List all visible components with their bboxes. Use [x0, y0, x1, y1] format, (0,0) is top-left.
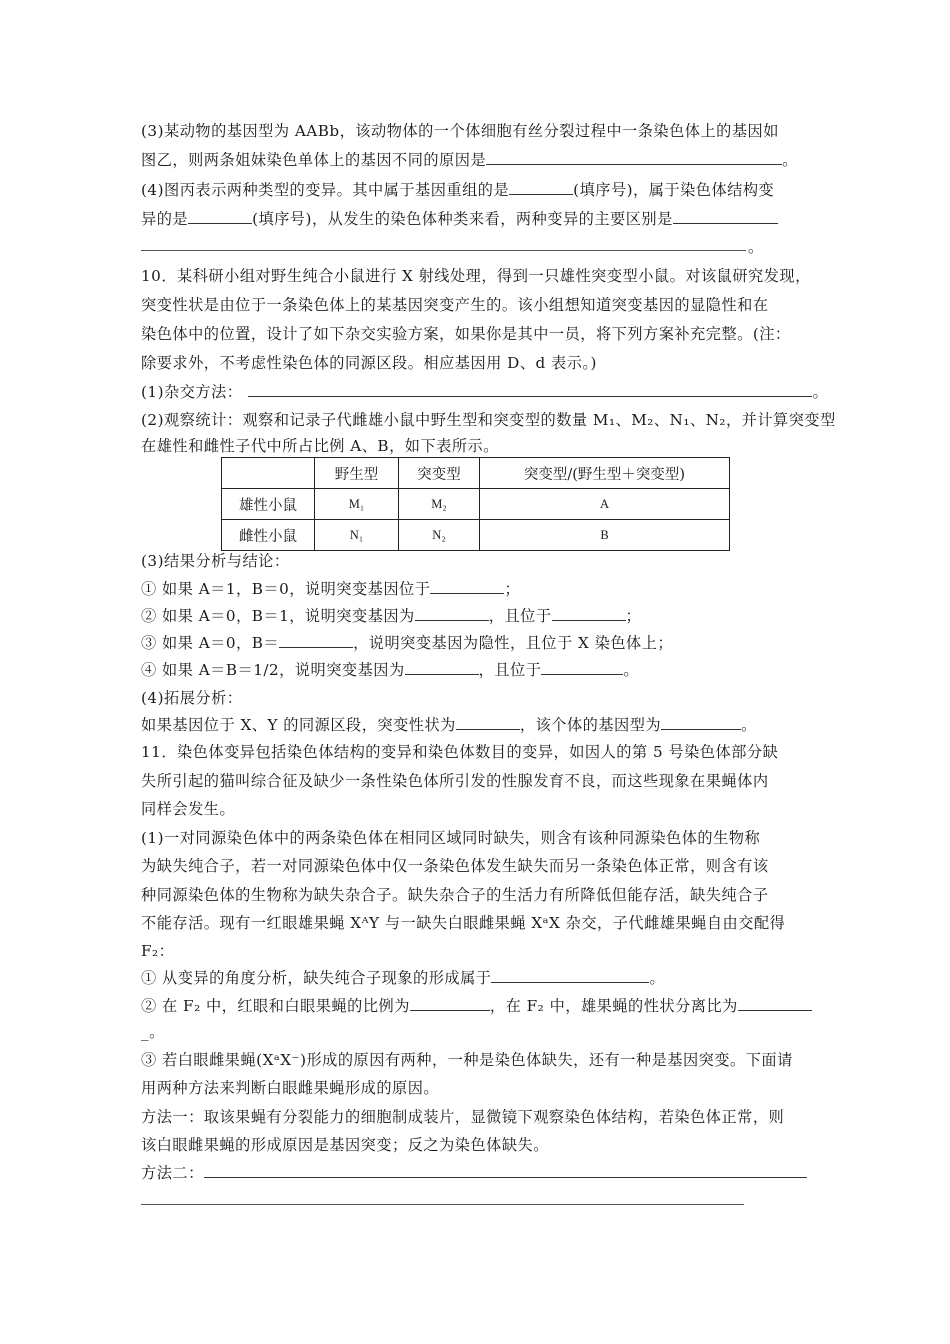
q11-part1-line2: 为缺失纯合子，若一对同源染色体中仅一条染色体发生缺失而另一条染色体正常，则含有该: [141, 857, 769, 875]
q10-intro-line4: 除要求外，不考虑性染色体的同源区段。相应基因用 D、d 表示。): [141, 354, 597, 372]
answer-blank[interactable]: [673, 209, 778, 224]
q10-intro-line3: 染色体中的位置，设计了如下杂交实验方案，如果你是其中一员，将下列方案补充完整。(注：: [141, 325, 791, 343]
answer-blank[interactable]: [405, 660, 479, 675]
q11-f2: F₂：: [141, 942, 175, 960]
table-cell: 雄性小鼠: [222, 489, 315, 520]
q11-method2: 方法二：: [141, 1163, 807, 1183]
table-cell: N₁: [315, 520, 399, 551]
table-header-cell: 突变型: [399, 458, 480, 489]
q11-part1-line4: 不能存活。现有一红眼雄果蝇 XᴬY 与一缺失白眼雌果蝇 XᵃX 杂交，子代雌雄果蝇自由交配得: [141, 914, 786, 932]
q9-part3-line1: (3)某动物的基因型为 AABb，该动物体的一个体细胞有丝分裂过程中一条染色体上的基因如: [141, 122, 779, 140]
table-header-cell: 突变型/(野生型＋突变型): [480, 458, 730, 489]
answer-blank[interactable]: [738, 996, 812, 1011]
q11-part1-line1: (1)一对同源染色体中的两条染色体在相同区域同时缺失，则含有该种同源染色体的生物称: [141, 829, 761, 847]
q11-step2: ② 在 F₂ 中，红眼和白眼果蝇的比例为 ，在 F₂ 中，雄果蝇的性状分离比为: [141, 996, 812, 1016]
q11-intro-line2: 失所引起的猫叫综合征及缺少一条性染色体所引发的性腺发育不良，而这些现象在果蝇体内: [141, 772, 769, 790]
q10-part4: (4)拓展分析：: [141, 689, 243, 707]
answer-blank[interactable]: [430, 579, 504, 594]
q10-part2-line2: 在雄性和雌性子代中所占比例 A、B，如下表所示。: [141, 437, 499, 455]
table-header-cell: [222, 458, 315, 489]
q10-case1: ① 如果 A＝1，B＝0，说明突变基因位于 ；: [141, 580, 521, 598]
q10-part4-line: 如果基因位于 X、Y 的同源区段，突变性状为 ，该个体的基因型为 。: [141, 716, 757, 734]
q10-part3: (3)结果分析与结论：: [141, 552, 290, 570]
table-cell: M₂: [399, 489, 480, 520]
q11-intro-line3: 同样会发生。: [141, 800, 236, 818]
q10-intro-line2: 突变性状是由位于一条染色体上的某基因突变产生的。该小组想知道突变基因的显隐性和在: [141, 296, 769, 314]
q11-step1: ① 从变异的角度分析，缺失纯合子现象的形成属于 。: [141, 969, 666, 987]
table-cell: A: [480, 489, 730, 520]
q11-intro-line1: 11．染色体变异包括染色体结构的变异和染色体数目的变异，如因人的第 5 号染色体部分缺: [141, 743, 779, 761]
q10-part1: (1)杂交方法： 。: [141, 383, 829, 401]
period: 。: [748, 238, 764, 256]
table-header-row: [222, 458, 730, 489]
data-table: [221, 457, 730, 551]
q9-part4-line2: 异的是 (填序号)，从发生的染色体种类来看，两种变异的主要区别是: [141, 209, 778, 229]
answer-blank[interactable]: [491, 968, 649, 983]
answer-blank[interactable]: [486, 150, 782, 165]
answer-blank[interactable]: [541, 660, 623, 675]
answer-blank[interactable]: [248, 382, 812, 397]
answer-blank[interactable]: [410, 996, 490, 1011]
q9-part3-line2: 图乙，则两条姐妹染色单体上的基因不同的原因是 。: [141, 151, 798, 169]
q11-method1-line2: 该白眼雌果蝇的形成原因是基因突变；反之为染色体缺失。: [141, 1136, 549, 1154]
q10-intro-line1: 10．某科研小组对野生纯合小鼠进行 X 射线处理，得到一只雄性突变型小鼠。对该鼠研究发现，: [141, 267, 811, 285]
table-cell: M₁: [315, 489, 399, 520]
q11-method1-line1: 方法一：取该果蝇有分裂能力的细胞制成装片，显微镜下观察染色体结构，若染色体正常，则: [141, 1108, 785, 1126]
q10-case2: ② 如果 A＝0，B＝1，说明突变基因为 ，且位于 ；: [141, 607, 642, 625]
answer-blank[interactable]: [509, 180, 573, 195]
q11-step3-line1: ③ 若白眼雌果蝇(XᵃX⁻)形成的原因有两种，一种是染色体缺失，还有一种是基因突变。下面请: [141, 1051, 793, 1069]
table-cell: N₂: [399, 520, 480, 551]
table-header-cell: 野生型: [315, 458, 399, 489]
q11-step3-line2: 用两种方法来判断白眼雌果蝇形成的原因。: [141, 1079, 440, 1097]
q11-part1-line3: 种同源染色体的生物称为缺失杂合子。缺失杂合子的生活力有所降低但能存活，缺失纯合子: [141, 886, 769, 904]
table-cell: 雌性小鼠: [222, 520, 315, 551]
table-row: [222, 520, 730, 551]
q10-case4: ④ 如果 A＝B＝1/2，说明突变基因为 ，且位于 。: [141, 661, 640, 679]
answer-blank[interactable]: [188, 209, 252, 224]
answer-line[interactable]: [141, 1204, 744, 1205]
q10-case3: ③ 如果 A＝0，B＝ ，说明突变基因为隐性，且位于 X 染色体上；: [141, 634, 674, 652]
answer-blank[interactable]: [661, 715, 741, 730]
answer-line[interactable]: [141, 250, 746, 251]
answer-blank[interactable]: [552, 606, 626, 621]
q10-part2-line1: (2)观察统计：观察和记录子代雌雄小鼠中野生型和突变型的数量 M₁、M₂、N₁、N₂，并计算突变型: [141, 411, 836, 429]
answer-blank[interactable]: [279, 633, 353, 648]
q11-step2-cont: _。: [141, 1023, 165, 1041]
table-cell: B: [480, 520, 730, 551]
q9-part4-line1: (4)图丙表示两种类型的变异。其中属于基因重组的是 (填序号)，属于染色体结构变: [141, 181, 775, 199]
answer-blank[interactable]: [204, 1163, 807, 1178]
answer-blank[interactable]: [415, 606, 489, 621]
answer-blank[interactable]: [456, 715, 520, 730]
table-row: [222, 489, 730, 520]
